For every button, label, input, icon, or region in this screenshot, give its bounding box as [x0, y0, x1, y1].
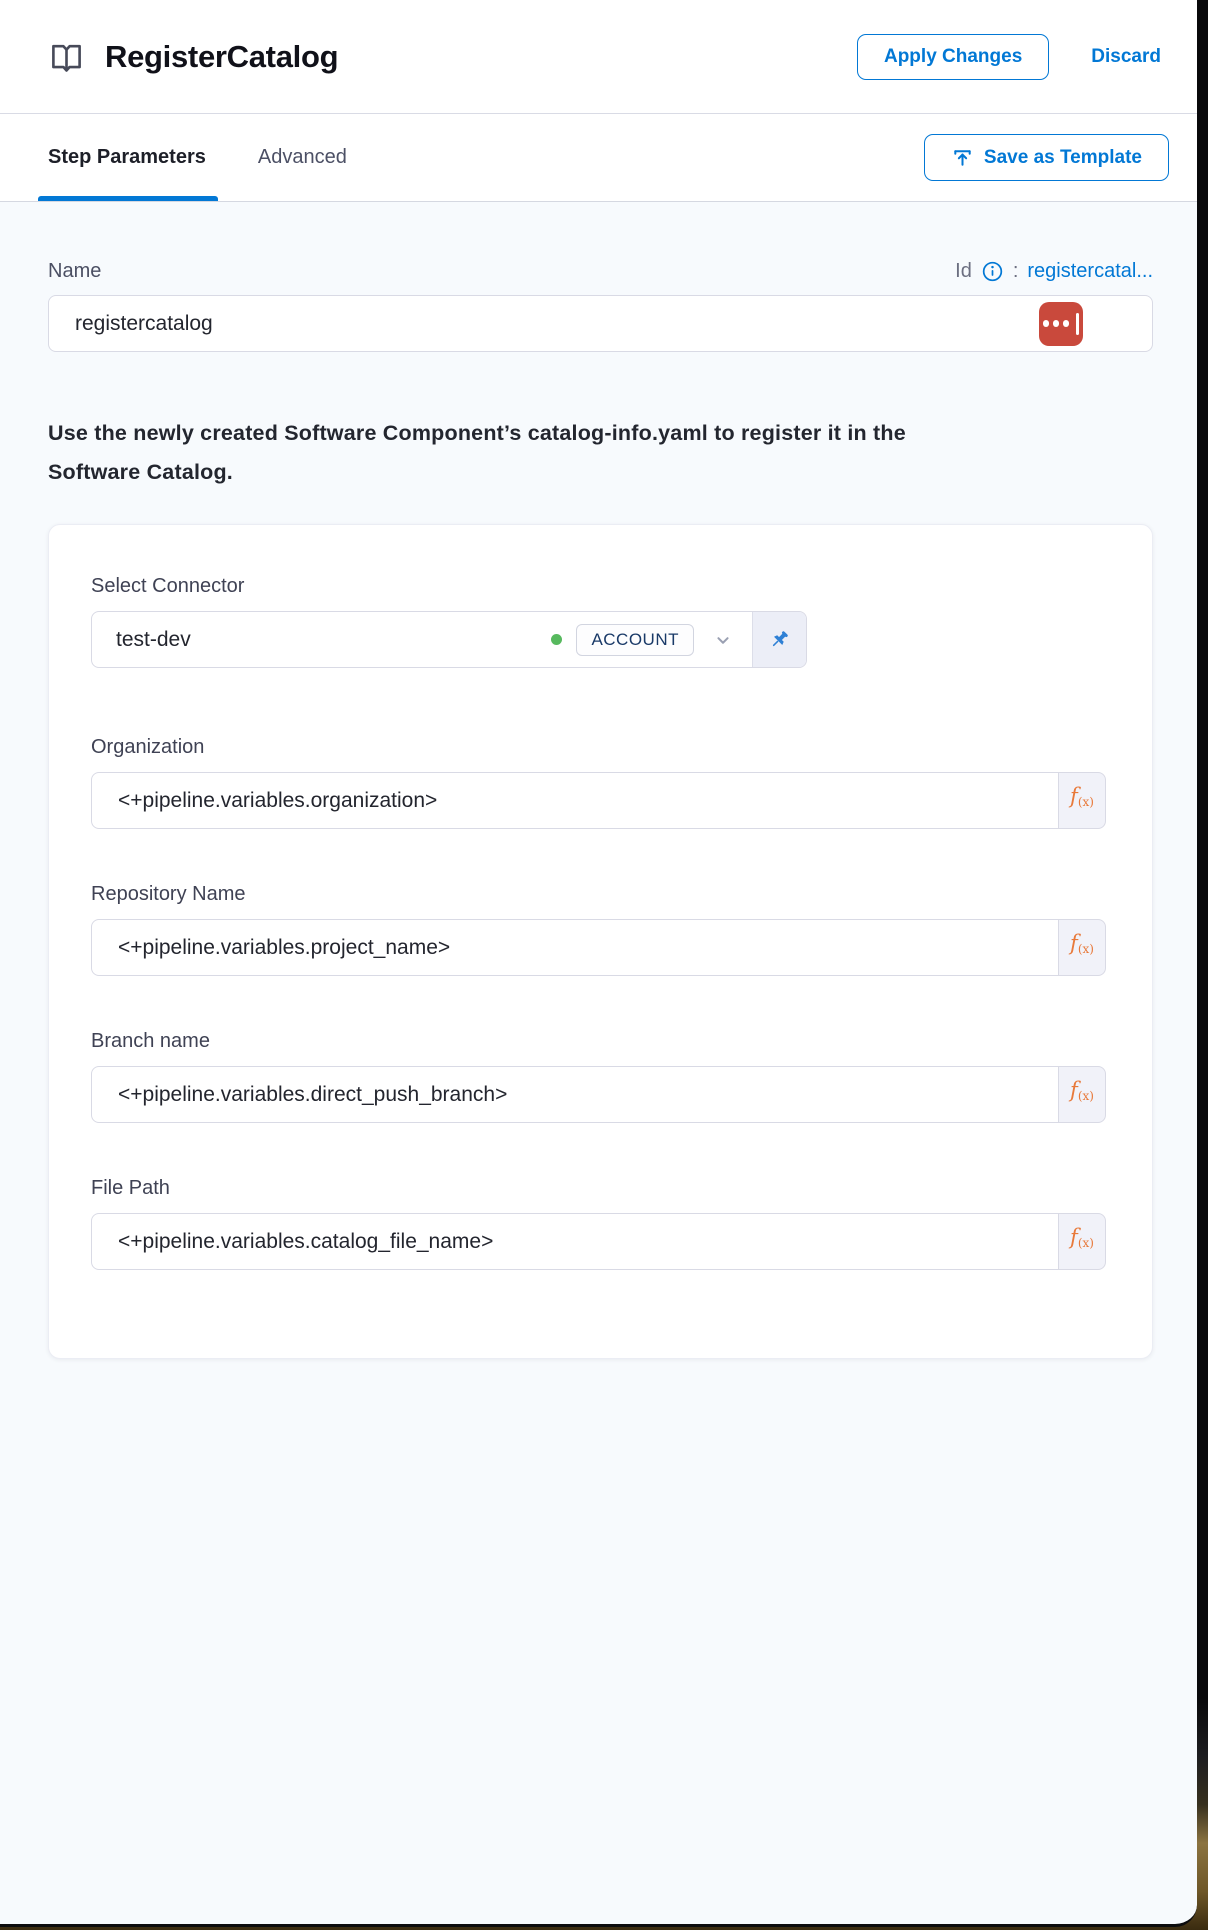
- branch-name-input[interactable]: [91, 1066, 1059, 1123]
- name-input[interactable]: [48, 295, 1153, 352]
- connector-select[interactable]: [91, 611, 807, 668]
- text-cursor-widget-icon[interactable]: [1039, 302, 1083, 346]
- name-row: [48, 260, 1153, 283]
- id-colon: :: [1012, 260, 1019, 282]
- field-organization: [91, 736, 1106, 829]
- field-file-path: [91, 1177, 1106, 1270]
- step-fields-card: [48, 524, 1153, 1359]
- book-icon: [48, 40, 85, 74]
- drawer-header: [0, 0, 1197, 114]
- step-id-row: [955, 260, 1153, 283]
- fx-icon: f: [1070, 931, 1078, 955]
- id-label: Id: [955, 260, 972, 282]
- expression-fx-button[interactable]: f (x): [1058, 772, 1106, 829]
- input-group: [91, 1213, 1106, 1270]
- widget-dot: [1053, 320, 1060, 327]
- organization-input[interactable]: [91, 772, 1059, 829]
- input-group: [91, 919, 1106, 976]
- input-group: [91, 1066, 1106, 1123]
- file-path-input[interactable]: [91, 1213, 1059, 1270]
- connector-scope-badge: ACCOUNT: [576, 624, 694, 656]
- header-actions: [857, 34, 1161, 80]
- chevron-down-icon[interactable]: [708, 629, 738, 651]
- step-id-value-link[interactable]: registercatal...: [1027, 260, 1153, 282]
- connector-label: Select Connector: [91, 575, 245, 597]
- name-input-wrap: [48, 295, 1153, 352]
- field-label: File Path: [91, 1177, 170, 1199]
- tab-step-parameters-label: Step Parameters: [48, 146, 206, 168]
- widget-dot: [1043, 320, 1050, 327]
- field-label: Organization: [91, 736, 205, 758]
- connector-main[interactable]: [92, 612, 752, 667]
- connector-value: test-dev: [116, 627, 191, 651]
- tab-advanced[interactable]: [258, 114, 347, 201]
- upload-icon: [951, 146, 974, 169]
- tabs: [48, 114, 347, 201]
- fx-icon: f: [1070, 1225, 1078, 1249]
- tab-advanced-label: Advanced: [257, 146, 347, 168]
- repository-name-input[interactable]: [91, 919, 1059, 976]
- field-repository-name: [91, 883, 1106, 976]
- connector-section: [91, 575, 1106, 668]
- apply-changes-button[interactable]: Apply Changes: [857, 34, 1049, 80]
- tab-step-parameters[interactable]: [48, 114, 206, 201]
- pushpin-icon: [768, 628, 791, 651]
- name-label: Name: [48, 260, 102, 282]
- field-label: Repository Name: [91, 883, 246, 905]
- save-as-template-label: Save as Template: [983, 146, 1142, 168]
- header-title-group: [48, 39, 338, 75]
- discard-button[interactable]: Discard: [1091, 45, 1161, 67]
- field-label: Branch name: [91, 1030, 210, 1052]
- expression-fx-button[interactable]: f (x): [1058, 1213, 1106, 1270]
- info-icon[interactable]: [981, 260, 1004, 283]
- pin-button[interactable]: [752, 612, 806, 667]
- step-parameters-panel: [0, 202, 1197, 1359]
- connector-status-dot-icon: [551, 634, 562, 645]
- step-description: Use the newly created Software Component’s catalog-info.yaml to register it in the Software Catalog.: [48, 421, 906, 484]
- widget-cursor-bar: [1076, 313, 1080, 335]
- fx-icon: f: [1070, 1078, 1078, 1102]
- page-title: RegisterCatalog: [105, 38, 339, 74]
- field-branch-name: [91, 1030, 1106, 1123]
- input-group: [91, 772, 1106, 829]
- fx-icon: f: [1070, 784, 1078, 808]
- widget-dot: [1063, 320, 1070, 327]
- expression-fx-button[interactable]: f (x): [1058, 919, 1106, 976]
- tab-bar: [0, 114, 1197, 202]
- save-as-template-button[interactable]: [924, 134, 1169, 181]
- expression-fx-button[interactable]: f (x): [1058, 1066, 1106, 1123]
